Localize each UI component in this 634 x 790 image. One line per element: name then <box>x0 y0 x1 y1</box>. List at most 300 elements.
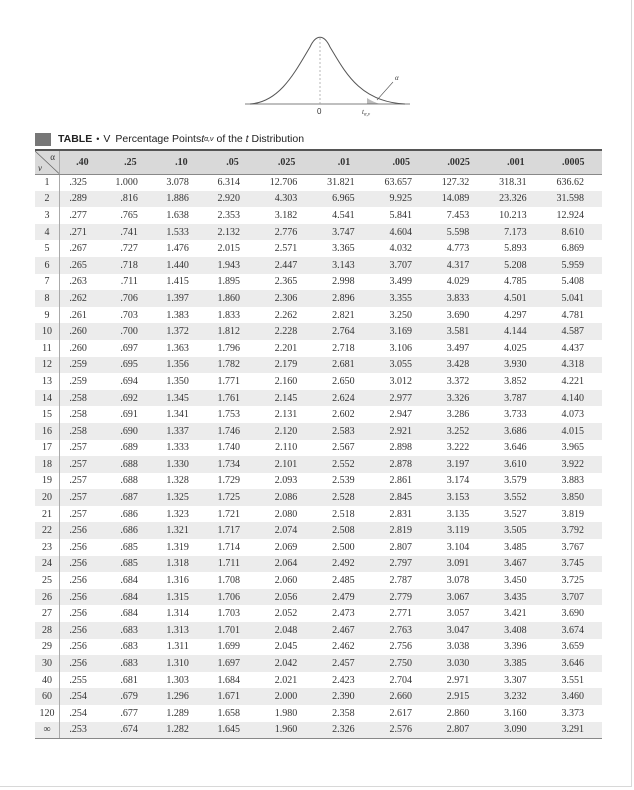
value-cell: 4.140 <box>545 390 602 407</box>
value-cell: 2.860 <box>446 707 470 719</box>
value-cell: 2.518 <box>332 508 355 520</box>
value-cell: .262 <box>60 290 105 307</box>
table-row <box>35 323 602 340</box>
value-cell: 4.221 <box>561 375 584 387</box>
value-cell: .681 <box>120 674 138 686</box>
value-cell: .277 <box>69 209 87 221</box>
value-cell: 5.841 <box>389 209 412 221</box>
value-cell: 3.787 <box>487 390 544 407</box>
value-cell: 2.467 <box>315 622 372 639</box>
value-cell: 6.965 <box>315 191 372 208</box>
value-cell: 1.684 <box>217 674 240 686</box>
value-cell: 1.296 <box>156 688 207 705</box>
value-cell: 3.930 <box>487 357 544 374</box>
nu-header-symbol: ν <box>38 162 42 173</box>
table-row <box>35 688 602 705</box>
value-cell: 2.201 <box>274 342 298 354</box>
value-cell: 2.120 <box>258 423 315 440</box>
value-cell: 3.055 <box>373 357 430 374</box>
value-cell: .256 <box>60 556 105 573</box>
value-cell: 5.959 <box>545 257 602 274</box>
degrees-of-freedom-cell: 18 <box>35 456 60 473</box>
alpha-header-6: .005 <box>373 150 430 174</box>
value-cell: 3.707 <box>373 257 430 274</box>
degrees-of-freedom-cell: 17 <box>35 440 60 457</box>
value-cell: 3.686 <box>487 423 544 440</box>
value-cell: .267 <box>69 243 87 255</box>
table-row <box>35 705 602 722</box>
value-cell: 2.576 <box>373 722 430 739</box>
value-cell: 2.306 <box>258 290 315 307</box>
table-number: V <box>103 133 111 145</box>
value-cell: 7.453 <box>446 209 470 221</box>
value-cell: .256 <box>60 522 105 539</box>
value-cell: 10.213 <box>499 209 527 221</box>
value-cell: 3.552 <box>487 489 544 506</box>
table-row <box>35 423 602 440</box>
value-cell: 2.552 <box>315 456 372 473</box>
value-cell: 4.773 <box>446 243 470 255</box>
value-cell: .689 <box>120 442 138 454</box>
value-cell: .694 <box>120 375 138 387</box>
value-cell: 2.262 <box>274 309 298 321</box>
value-cell: 1.960 <box>258 722 315 739</box>
table-row <box>35 522 602 539</box>
value-cell: 3.135 <box>446 508 470 520</box>
value-cell: 2.977 <box>373 390 430 407</box>
value-cell: 4.144 <box>487 323 544 340</box>
value-cell: 3.106 <box>389 342 412 354</box>
value-cell: 1.782 <box>207 357 258 374</box>
value-cell: .258 <box>60 390 105 407</box>
degrees-of-freedom-cell: 13 <box>35 373 60 390</box>
value-cell: 2.048 <box>258 622 315 639</box>
value-cell: 1.699 <box>217 641 240 653</box>
value-cell: 4.604 <box>373 224 430 241</box>
alpha-header-0: .40 <box>60 150 105 174</box>
value-cell: .256 <box>60 655 105 672</box>
value-cell: 3.067 <box>430 589 487 606</box>
value-cell: 1.328 <box>166 475 189 487</box>
value-cell: 1.311 <box>166 641 189 653</box>
value-cell: 2.021 <box>274 674 298 686</box>
value-cell: 2.756 <box>389 641 412 653</box>
value-cell: 2.539 <box>332 475 355 487</box>
value-cell: 2.915 <box>430 688 487 705</box>
value-cell: 3.307 <box>504 674 527 686</box>
value-cell: 3.355 <box>373 290 430 307</box>
value-cell: 3.505 <box>487 522 544 539</box>
value-cell: .257 <box>60 456 105 473</box>
alpha-header-9: .0005 <box>545 150 602 174</box>
value-cell: 2.920 <box>207 191 258 208</box>
value-cell: .697 <box>120 342 138 354</box>
value-cell: 6.314 <box>217 177 240 189</box>
value-cell: 2.807 <box>389 541 412 553</box>
value-cell: 3.057 <box>446 608 470 620</box>
value-cell: 2.998 <box>332 276 355 288</box>
value-cell: 2.447 <box>258 257 315 274</box>
table-row <box>35 506 602 523</box>
degrees-of-freedom-cell: 4 <box>35 224 60 241</box>
value-cell: 14.089 <box>430 191 487 208</box>
value-cell: 3.485 <box>504 541 527 553</box>
value-cell: 3.385 <box>487 655 544 672</box>
value-cell: 1.812 <box>207 323 258 340</box>
value-cell: .706 <box>105 290 156 307</box>
value-cell: .257 <box>69 475 87 487</box>
value-cell: 2.528 <box>315 489 372 506</box>
value-cell: 3.579 <box>504 475 527 487</box>
value-cell: 1.717 <box>207 522 258 539</box>
value-cell: 2.000 <box>258 688 315 705</box>
value-cell: .260 <box>60 323 105 340</box>
value-cell: 1.341 <box>166 409 189 421</box>
value-cell: .683 <box>105 655 156 672</box>
value-cell: 1.282 <box>156 722 207 739</box>
value-cell: 1.711 <box>207 556 258 573</box>
alpha-header-8: .001 <box>487 150 544 174</box>
table-row <box>35 357 602 374</box>
value-cell: 3.883 <box>561 475 584 487</box>
value-cell: 1.703 <box>217 608 240 620</box>
value-cell: 3.745 <box>545 556 602 573</box>
value-cell: 4.785 <box>504 276 527 288</box>
degrees-of-freedom-cell: 30 <box>35 655 60 672</box>
value-cell: 7.173 <box>487 224 544 241</box>
table-row <box>35 456 602 473</box>
value-cell: 2.473 <box>332 608 355 620</box>
value-cell: 3.286 <box>446 409 470 421</box>
value-cell: 2.861 <box>389 475 412 487</box>
value-cell: 3.852 <box>504 375 527 387</box>
value-cell: 8.610 <box>545 224 602 241</box>
value-cell: 12.924 <box>556 209 584 221</box>
table-word: TABLE <box>58 133 93 145</box>
value-cell: 3.372 <box>446 375 470 387</box>
title-text-end: Distribution <box>248 133 305 145</box>
degrees-of-freedom-cell: 8 <box>35 290 60 307</box>
value-cell: 1.740 <box>217 442 240 454</box>
value-cell: 3.222 <box>446 442 470 454</box>
value-cell: 3.119 <box>430 522 487 539</box>
value-cell: 2.131 <box>274 409 298 421</box>
value-cell: 2.390 <box>315 688 372 705</box>
value-cell: .684 <box>105 589 156 606</box>
degrees-of-freedom-cell: 26 <box>35 589 60 606</box>
value-cell: 1.397 <box>156 290 207 307</box>
value-cell: 31.821 <box>327 177 355 189</box>
value-cell: 4.029 <box>446 276 470 288</box>
value-cell: 3.674 <box>545 622 602 639</box>
value-cell: .703 <box>120 309 138 321</box>
value-cell: 2.080 <box>274 508 298 520</box>
value-cell: 2.681 <box>315 357 372 374</box>
table-row <box>35 406 602 423</box>
degrees-of-freedom-cell: 6 <box>35 257 60 274</box>
value-cell: 1.314 <box>166 608 189 620</box>
value-cell: 2.060 <box>274 575 298 587</box>
t-alpha-nu-label: $t_{\alpha,\nu}$ <box>362 108 371 117</box>
value-cell: 2.898 <box>389 442 412 454</box>
value-cell: 3.497 <box>446 342 470 354</box>
value-cell: .700 <box>105 323 156 340</box>
value-cell: 4.318 <box>545 357 602 374</box>
value-cell: 3.197 <box>430 456 487 473</box>
value-cell: .741 <box>105 224 156 241</box>
value-cell: 2.069 <box>274 541 298 553</box>
value-cell: 2.831 <box>389 508 412 520</box>
table-row <box>35 622 602 639</box>
value-cell: 2.602 <box>332 409 355 421</box>
value-cell: .692 <box>105 390 156 407</box>
value-cell: 1.980 <box>274 707 298 719</box>
value-cell: .256 <box>69 608 87 620</box>
value-cell: .289 <box>60 191 105 208</box>
value-cell: 3.792 <box>545 522 602 539</box>
value-cell: 1.330 <box>156 456 207 473</box>
value-cell: 1.746 <box>207 423 258 440</box>
value-cell: 3.690 <box>561 608 584 620</box>
alpha-pointer <box>377 82 393 100</box>
table-row <box>35 174 602 191</box>
alpha-header-4: .025 <box>258 150 315 174</box>
value-cell: 1.383 <box>166 309 189 321</box>
value-cell: 1.895 <box>217 276 240 288</box>
value-cell: .691 <box>120 409 138 421</box>
value-cell: 3.850 <box>545 489 602 506</box>
value-cell: .259 <box>60 357 105 374</box>
value-cell: 2.485 <box>332 575 355 587</box>
table-row <box>35 473 602 490</box>
title-square-marker <box>35 133 51 146</box>
degrees-of-freedom-cell: 19 <box>35 473 60 490</box>
value-cell: .674 <box>105 722 156 739</box>
value-cell: 3.174 <box>446 475 470 487</box>
value-cell: .258 <box>69 409 87 421</box>
value-cell: 2.878 <box>373 456 430 473</box>
value-cell: 3.428 <box>430 357 487 374</box>
value-cell: .255 <box>69 674 87 686</box>
table-row <box>35 373 602 390</box>
corner-header-cell <box>35 150 60 174</box>
degrees-of-freedom-cell: 12 <box>35 357 60 374</box>
value-cell: 2.583 <box>315 423 372 440</box>
value-cell: 12.706 <box>269 177 298 189</box>
alpha-label: α <box>395 74 399 82</box>
value-cell: 2.160 <box>274 375 298 387</box>
value-cell: 5.893 <box>504 243 527 255</box>
value-cell: 4.015 <box>545 423 602 440</box>
value-cell: 4.303 <box>258 191 315 208</box>
value-cell: 2.358 <box>332 707 355 719</box>
value-cell: 2.228 <box>258 323 315 340</box>
value-cell: .260 <box>69 342 87 354</box>
value-cell: 2.660 <box>373 688 430 705</box>
value-cell: 1.645 <box>207 722 258 739</box>
value-cell: .684 <box>120 575 138 587</box>
value-cell: 1.325 <box>156 489 207 506</box>
value-cell: .711 <box>120 276 138 288</box>
value-cell: 3.690 <box>446 309 470 321</box>
value-cell: 1.833 <box>217 309 240 321</box>
value-cell: 3.408 <box>487 622 544 639</box>
alpha-header-symbol: α <box>50 152 55 162</box>
value-cell: 3.467 <box>487 556 544 573</box>
value-cell: 3.232 <box>487 688 544 705</box>
value-cell: 3.396 <box>504 641 527 653</box>
table-row <box>35 207 602 224</box>
table-row <box>35 191 602 208</box>
value-cell: 5.208 <box>487 257 544 274</box>
table-row <box>35 307 602 324</box>
value-cell: 3.078 <box>166 177 189 189</box>
value-cell: 2.704 <box>389 674 412 686</box>
table-row <box>35 539 602 556</box>
table-body <box>35 174 602 738</box>
title-text-before: Percentage Points <box>115 133 202 145</box>
value-cell: 1.356 <box>156 357 207 374</box>
t-distribution-curve <box>240 22 420 117</box>
value-cell: .686 <box>105 522 156 539</box>
value-cell: 3.326 <box>430 390 487 407</box>
t-distribution-table <box>35 149 602 739</box>
degrees-of-freedom-cell: 1 <box>35 174 60 191</box>
value-cell: .687 <box>105 489 156 506</box>
value-cell: 2.110 <box>275 442 298 454</box>
value-cell: 3.153 <box>430 489 487 506</box>
value-cell: 4.025 <box>504 342 527 354</box>
value-cell: 2.624 <box>315 390 372 407</box>
title-t-subscript: α,ν <box>204 135 214 143</box>
value-cell: 3.090 <box>487 722 544 739</box>
degrees-of-freedom-cell: 40 <box>35 672 60 689</box>
value-cell: 2.500 <box>332 541 355 553</box>
degrees-of-freedom-cell: ∞ <box>35 722 60 739</box>
value-cell: 5.041 <box>545 290 602 307</box>
value-cell: 1.761 <box>207 390 258 407</box>
value-cell: 2.617 <box>389 707 412 719</box>
value-cell: 2.086 <box>258 489 315 506</box>
table-row <box>35 639 602 656</box>
table-row <box>35 440 602 457</box>
value-cell: 2.797 <box>373 556 430 573</box>
value-cell: 4.501 <box>487 290 544 307</box>
value-cell: .256 <box>69 641 87 653</box>
value-cell: 3.725 <box>561 575 584 587</box>
alpha-header-1: .25 <box>105 150 156 174</box>
value-cell: 2.045 <box>274 641 298 653</box>
header-row <box>35 150 602 174</box>
value-cell: 5.408 <box>561 276 584 288</box>
value-cell: 1.337 <box>156 423 207 440</box>
value-cell: .259 <box>69 375 87 387</box>
value-cell: 1.319 <box>166 541 189 553</box>
value-cell: 1.734 <box>207 456 258 473</box>
value-cell: 3.747 <box>315 224 372 241</box>
value-cell: 3.365 <box>332 243 355 255</box>
value-cell: 3.435 <box>487 589 544 606</box>
table-row <box>35 257 602 274</box>
value-cell: 3.030 <box>430 655 487 672</box>
value-cell: 2.650 <box>332 375 355 387</box>
value-cell: 3.767 <box>561 541 584 553</box>
value-cell: 1.697 <box>207 655 258 672</box>
value-cell: 3.091 <box>430 556 487 573</box>
degrees-of-freedom-cell: 2 <box>35 191 60 208</box>
value-cell: 3.012 <box>389 375 412 387</box>
value-cell: .683 <box>120 641 138 653</box>
value-cell: 2.896 <box>315 290 372 307</box>
alpha-header-2: .10 <box>156 150 207 174</box>
value-cell: 2.750 <box>373 655 430 672</box>
value-cell: 3.527 <box>504 508 527 520</box>
value-cell: 2.074 <box>258 522 315 539</box>
value-cell: .254 <box>69 707 87 719</box>
value-cell: 2.492 <box>315 556 372 573</box>
density-curve <box>250 37 405 104</box>
value-cell: 1.333 <box>166 442 189 454</box>
value-cell: 2.921 <box>373 423 430 440</box>
value-cell: 3.646 <box>504 442 527 454</box>
value-cell: .679 <box>105 688 156 705</box>
value-cell: .258 <box>60 423 105 440</box>
value-cell: 4.073 <box>561 409 584 421</box>
value-cell: 1.753 <box>217 409 240 421</box>
value-cell: 2.015 <box>217 243 240 255</box>
degrees-of-freedom-cell: 28 <box>35 622 60 639</box>
table-row <box>35 290 602 307</box>
value-cell: 2.056 <box>258 589 315 606</box>
value-cell: 2.764 <box>315 323 372 340</box>
value-cell: 3.450 <box>504 575 527 587</box>
value-cell: 2.821 <box>332 309 355 321</box>
value-cell: 2.423 <box>332 674 355 686</box>
value-cell: 2.326 <box>315 722 372 739</box>
value-cell: 1.345 <box>156 390 207 407</box>
value-cell: 1.363 <box>166 342 189 354</box>
value-cell: .263 <box>69 276 87 288</box>
table-row <box>35 224 602 241</box>
value-cell: 1.796 <box>217 342 240 354</box>
degrees-of-freedom-cell: 20 <box>35 489 60 506</box>
value-cell: .688 <box>120 475 138 487</box>
value-cell: .325 <box>69 177 87 189</box>
degrees-of-freedom-cell: 25 <box>35 572 60 589</box>
value-cell: 3.581 <box>430 323 487 340</box>
value-cell: 3.291 <box>545 722 602 739</box>
value-cell: 2.947 <box>389 409 412 421</box>
value-cell: .765 <box>120 209 138 221</box>
value-cell: 4.541 <box>332 209 355 221</box>
value-cell: 4.032 <box>389 243 412 255</box>
value-cell: 3.421 <box>504 608 527 620</box>
value-cell: 1.415 <box>166 276 189 288</box>
table-title <box>35 130 304 148</box>
table-row <box>35 274 602 291</box>
value-cell: 3.460 <box>545 688 602 705</box>
value-cell: 3.047 <box>430 622 487 639</box>
table-row <box>35 589 602 606</box>
degrees-of-freedom-cell: 27 <box>35 605 60 622</box>
value-cell: 1.706 <box>207 589 258 606</box>
table-row <box>35 672 602 689</box>
value-cell: 2.508 <box>315 522 372 539</box>
value-cell: .727 <box>120 243 138 255</box>
value-cell: 1.721 <box>217 508 240 520</box>
value-cell: .718 <box>105 257 156 274</box>
value-cell: 63.657 <box>384 177 412 189</box>
